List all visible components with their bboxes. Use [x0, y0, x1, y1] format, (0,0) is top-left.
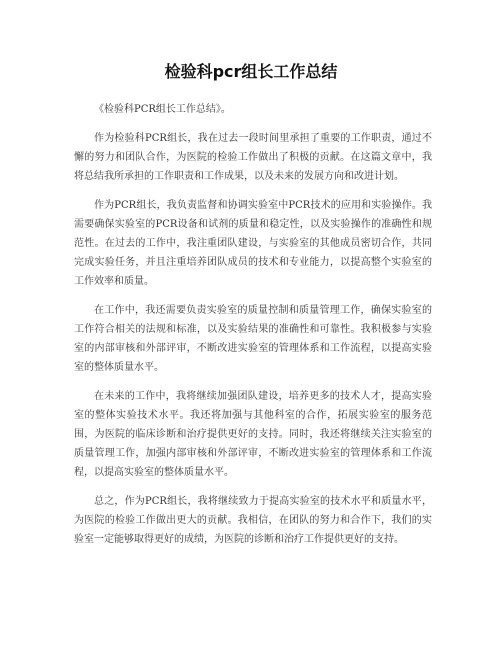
- paragraph-1: 《检验科PCR组长工作总结》。: [94, 104, 231, 115]
- document-body: [74, 100, 432, 559]
- paragraph-6: 总之，作为PCR组长，我将继续致力于提高实验室的技术水平和质量水平，为医院的检验工作做出更大的贡献。我相信，在团队的努力和合作下，我们的实验室一定能够取得更好的成绩，为医院的诊断和治疗工作提供更好的支持。: [74, 496, 432, 545]
- paragraph-2: 作为检验科PCR组长，我在过去一段时间里承担了重要的工作职责，通过不懈的努力和团队合作，为医院的检验工作做出了积极的贡献。在这篇文章中，我将总结我所承担的工作职责和工作成果，以及未来的发展方向和改进计划。: [74, 133, 432, 182]
- paragraph-3: 作为PCR组长，我负责监督和协调实验室中PCR技术的应用和实验操作。我需要确保实验室的PCR设备和试剂的质量和稳定性，以及实验操作的准确性和规范性。在过去的工作中，我注重团队建设，与实验室的其他成员密切合作，共同完成实验任务，并且注重培养团队成员的技术和专业能力，以提高整个实验室的工作效率和质量。: [74, 200, 432, 287]
- document-title: 检验科pcr组长工作总结: [164, 62, 338, 81]
- paragraph-5: 在未来的工作中，我将继续加强团队建设，培养更多的技术人才，提高实验室的整体实验技术水平。我还将加强与其他科室的合作，拓展实验室的服务范围，为医院的临床诊断和治疗提供更好的支持。同时，我还将继续关注实验室的质量管理工作，加强内部审核和外部评审，不断改进实验室的管理体系和工作流程，以提高实验室的整体质量水平。: [74, 391, 432, 478]
- paragraph-4: 在工作中，我还需要负责实验室的质量控制和质量管理工作，确保实验室的工作符合相关的法规和标准，以及实验结果的准确性和可靠性。我积极参与实验室的内部审核和外部评审，不断改进实验室的管理体系和工作流程，以提高实验室的整体质量水平。: [74, 305, 432, 373]
